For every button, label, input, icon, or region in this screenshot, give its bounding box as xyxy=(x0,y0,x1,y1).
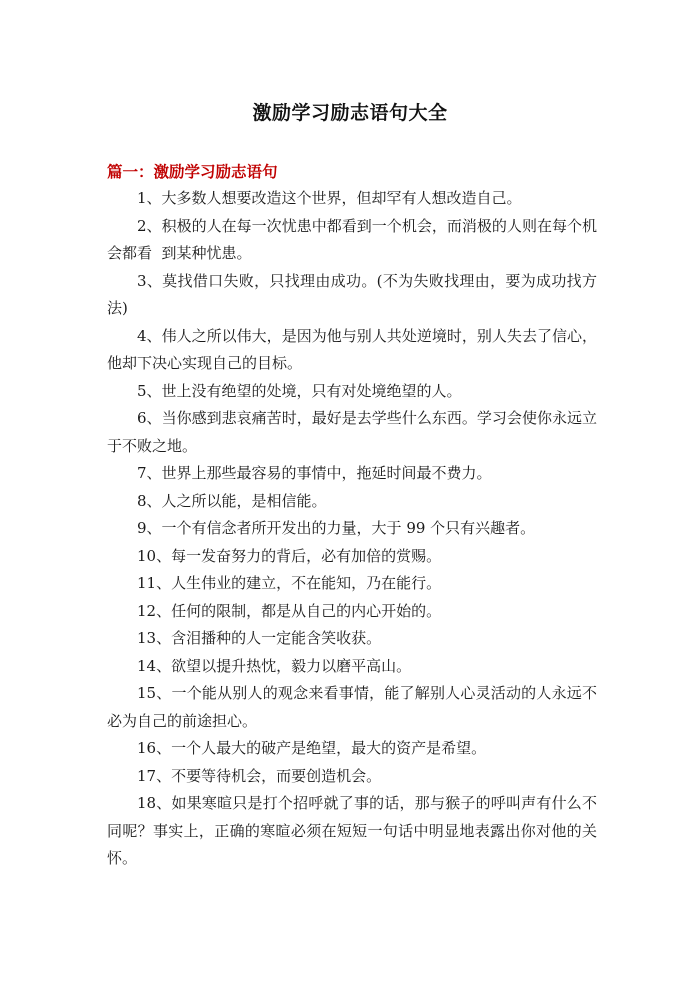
quote-paragraph: 17、不要等待机会，而要创造机会。 xyxy=(137,766,382,785)
quote-paragraph: 18、如果寒暄只是打个招呼就了事的话，那与猴子的呼叫声有什么不同呢？事实上，正确的寒暄必须在短短一句话中明显地表露出你对他的关怀。 xyxy=(107,794,597,867)
quote-paragraph: 9、一个有信念者所开发出的力量，大于 99 个只有兴趣者。 xyxy=(137,519,536,537)
quote-paragraph: 13、含泪播种的人一定能含笑收获。 xyxy=(137,629,382,647)
section-heading: 篇一：激励学习励志语句 xyxy=(107,163,278,181)
quote-paragraph: 2、积极的人在每一次忧患中都看到一个机会，而消极的人则在每个机会都看 到某种忧患。 xyxy=(107,216,597,262)
quote-paragraph: 16、一个人最大的破产是绝望，最大的资产是希望。 xyxy=(137,739,487,757)
quote-paragraph: 7、世界上那些最容易的事情中，拖延时间最不费力。 xyxy=(137,464,492,482)
quote-paragraph: 10、每一发奋努力的背后，必有加倍的赏赐。 xyxy=(137,546,442,565)
quote-paragraph: 14、欲望以提升热忱，毅力以磨平高山。 xyxy=(137,656,412,675)
document-title: 激励学习励志语句大全 xyxy=(252,102,448,124)
quote-paragraph: 3、莫找借口失败，只找理由成功。(不为失败找理由，要为成功找方法) xyxy=(107,271,597,317)
quote-paragraph: 15、一个能从别人的观念来看事情，能了解别人心灵活动的人永远不必为自己的前途担心。 xyxy=(107,684,597,730)
quote-paragraph: 11、人生伟业的建立，不在能知，乃在能行。 xyxy=(137,574,442,592)
quote-paragraph: 8、人之所以能，是相信能。 xyxy=(137,491,327,510)
quote-paragraph: 4、伟人之所以伟大，是因为他与别人共处逆境时，别人失去了信心，他却下决心实现自己的目标。 xyxy=(107,326,597,372)
quote-paragraph: 1、大多数人想要改造这个世界，但却罕有人想改造自己。 xyxy=(137,189,522,207)
quote-paragraph: 6、当你感到悲哀痛苦时，最好是去学些什么东西。学习会使你永远立于不败之地。 xyxy=(107,409,597,455)
quote-paragraph: 5、世上没有绝望的处境，只有对处境绝望的人。 xyxy=(137,381,462,400)
document-body xyxy=(107,185,597,873)
quote-paragraph: 12、任何的限制，都是从自己的内心开始的。 xyxy=(137,601,442,620)
